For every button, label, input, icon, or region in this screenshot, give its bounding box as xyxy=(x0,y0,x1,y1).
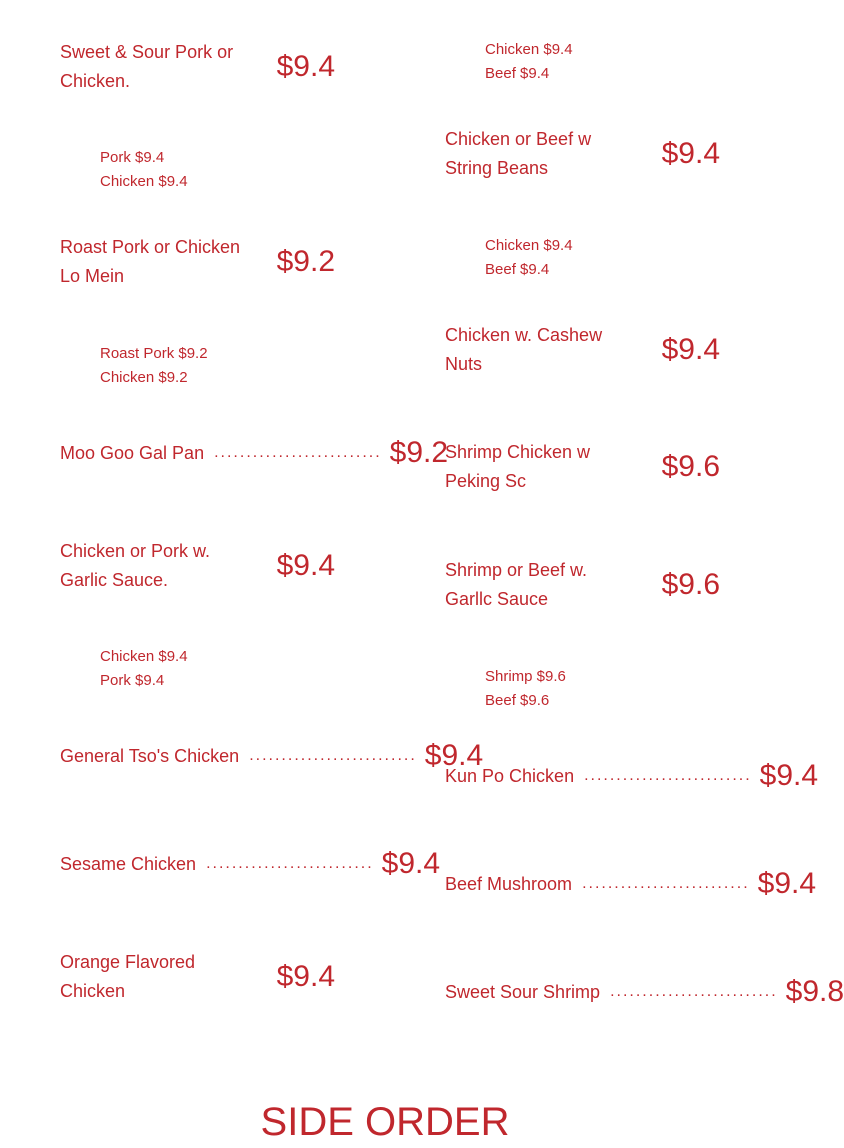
option-line: Roast Pork $9.2 xyxy=(100,345,208,362)
menu-item xyxy=(60,948,335,1006)
option-line: Beef $9.4 xyxy=(485,65,550,82)
item-name: Moo Goo Gal Pan xyxy=(60,442,205,463)
menu-item xyxy=(445,556,720,614)
menu-item xyxy=(445,759,819,793)
item-name: Chicken or Beef w String Beans xyxy=(445,129,592,178)
item-options xyxy=(100,645,188,693)
menu-item xyxy=(60,847,441,881)
menu-item xyxy=(60,233,335,291)
menu-item xyxy=(445,438,720,496)
item-name: Shrimp Chicken w Peking Sc xyxy=(445,442,591,491)
item-name: Beef Mushroom xyxy=(445,873,573,894)
menu-item xyxy=(60,739,484,773)
option-line: Chicken $9.4 xyxy=(485,237,573,254)
item-name: Sweet & Sour Pork or Chicken. xyxy=(60,42,234,91)
item-price: $9.4 xyxy=(276,50,335,83)
item-options xyxy=(100,342,208,390)
option-line: Pork $9.4 xyxy=(100,149,165,166)
item-price: $9.4 xyxy=(381,847,441,880)
item-price: $9.2 xyxy=(389,436,449,469)
item-name: Chicken or Pork w. Garlic Sauce. xyxy=(60,541,211,590)
item-price: $9.4 xyxy=(276,960,335,993)
item-price: $9.6 xyxy=(661,450,720,483)
menu-item xyxy=(60,436,449,470)
dot-leader: .......................... xyxy=(584,767,752,784)
item-name: General Tso's Chicken xyxy=(60,745,240,766)
item-name: Roast Pork or Chicken Lo Mein xyxy=(60,237,241,286)
item-name: Shrimp or Beef w. Garllc Sauce xyxy=(445,560,588,609)
dot-leader: .......................... xyxy=(206,855,374,872)
item-price: $9.4 xyxy=(759,759,819,792)
item-price: $9.4 xyxy=(276,549,335,582)
item-options xyxy=(485,38,573,86)
dot-leader: .......................... xyxy=(214,444,382,461)
item-name: Sweet Sour Shrimp xyxy=(445,981,601,1002)
item-options xyxy=(100,146,188,194)
menu-item xyxy=(445,125,720,183)
option-line: Shrimp $9.6 xyxy=(485,668,566,685)
dot-leader: .......................... xyxy=(249,747,417,764)
menu-item xyxy=(445,867,817,901)
option-line: Pork $9.4 xyxy=(100,672,165,689)
section-title: SIDE ORDER xyxy=(260,1100,510,1144)
item-options xyxy=(485,234,573,282)
option-line: Chicken $9.4 xyxy=(100,173,188,190)
menu-item xyxy=(445,975,844,1009)
option-line: Beef $9.4 xyxy=(485,261,550,278)
option-line: Beef $9.6 xyxy=(485,692,550,709)
item-price: $9.4 xyxy=(661,137,720,170)
item-price: $9.4 xyxy=(757,867,817,900)
dot-leader: .......................... xyxy=(610,983,778,1000)
option-line: Chicken $9.2 xyxy=(100,369,188,386)
menu-item xyxy=(60,38,335,96)
item-price: $9.6 xyxy=(661,568,720,601)
menu-item xyxy=(445,321,720,379)
item-name: Kun Po Chicken xyxy=(445,765,575,786)
item-options xyxy=(485,665,566,713)
dot-leader: .......................... xyxy=(582,875,750,892)
item-price: $9.2 xyxy=(276,245,335,278)
option-line: Chicken $9.4 xyxy=(100,648,188,665)
item-price: $9.4 xyxy=(661,333,720,366)
menu-item xyxy=(60,537,335,595)
item-name: Orange Flavored Chicken xyxy=(60,952,196,1001)
option-line: Chicken $9.4 xyxy=(485,41,573,58)
item-name: Sesame Chicken xyxy=(60,853,197,874)
item-price: $9.8 xyxy=(785,975,844,1008)
item-name: Chicken w. Cashew Nuts xyxy=(445,325,603,374)
item-price: $9.4 xyxy=(424,739,484,772)
